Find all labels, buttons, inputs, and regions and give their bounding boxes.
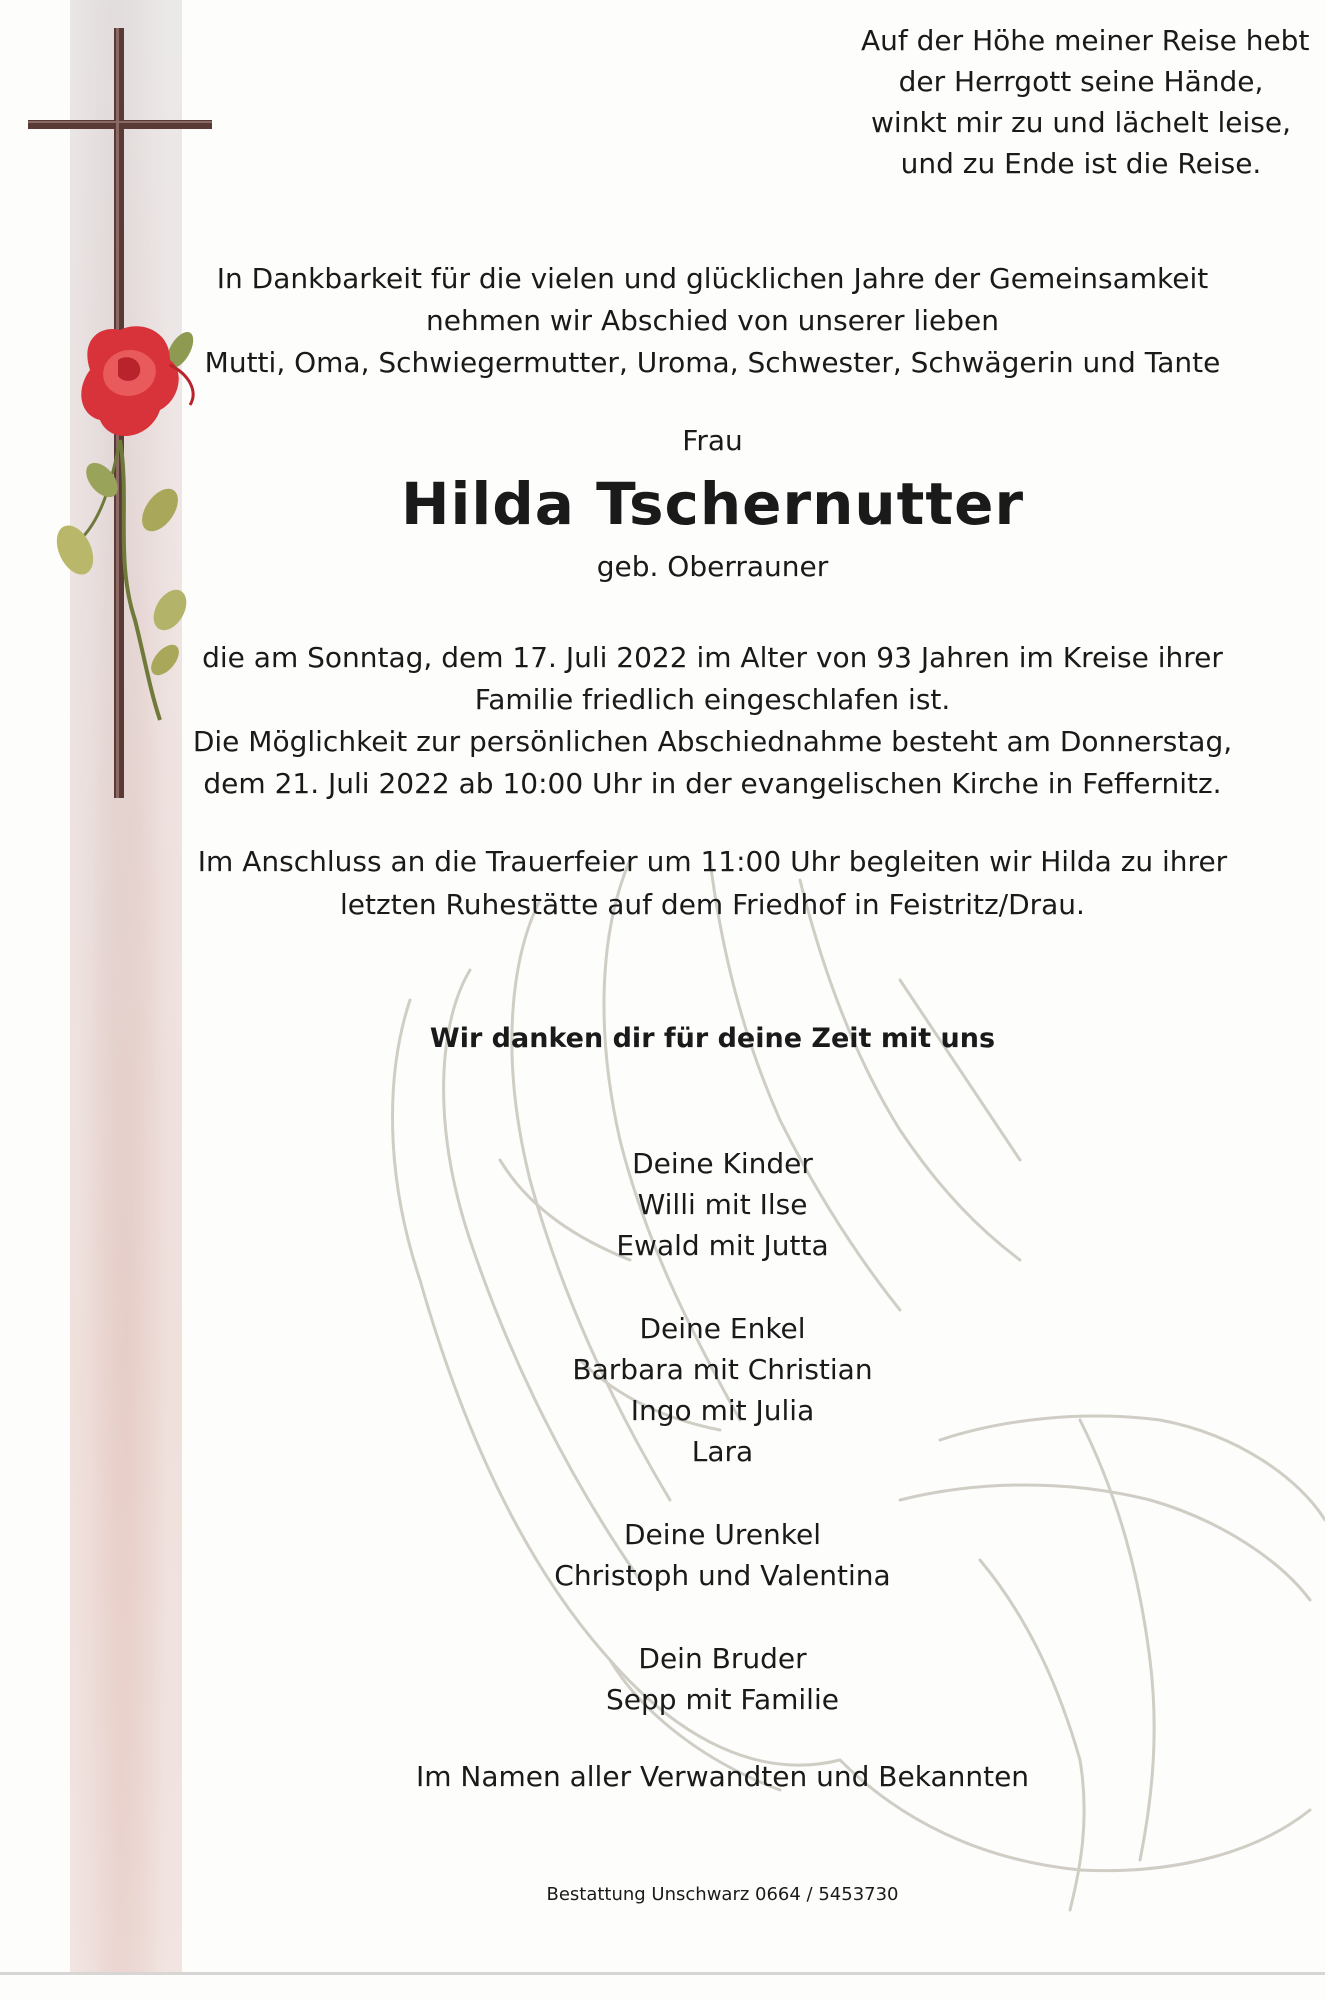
undertaker-contact: Bestattung Unschwarz 0664 / 5453730 [546, 1884, 899, 1905]
family-line: Deine Urenkel [623, 1518, 822, 1551]
family-group-brother [190, 1638, 1255, 1720]
birth-name: geb. Oberrauner [596, 550, 829, 583]
intro-line: In Dankbarkeit für die vielen und glücklichen Jahre der Gemeinsamkeit [216, 262, 1209, 295]
family-line: Ingo mit Julia [630, 1394, 815, 1427]
poem-line: der Herrgott seine Hände, [898, 65, 1264, 98]
death-notice-line: die am Sonntag, dem 17. Juli 2022 im Alter von 93 Jahren im Kreise ihrer [202, 641, 1223, 674]
family-line: Deine Kinder [632, 1147, 813, 1180]
poem [861, 20, 1310, 184]
poem-line: Auf der Höhe meiner Reise hebt [861, 24, 1310, 57]
intro-text [190, 258, 1235, 384]
family-line: Lara [691, 1435, 754, 1468]
funeral-info [190, 840, 1235, 926]
thanks-heading: Wir danken dir für deine Zeit mit uns [429, 1023, 996, 1054]
family-group-grandchildren [190, 1308, 1255, 1472]
family-group-great-grandchildren [190, 1514, 1255, 1596]
closing-line: Im Namen aller Verwandten und Bekannten [415, 1760, 1030, 1793]
family-line: Willi mit Ilse [637, 1188, 808, 1221]
deceased-name: Hilda Tschernutter [400, 470, 1025, 538]
death-notice-line: dem 21. Juli 2022 ab 10:00 Uhr in der evangelischen Kirche in Feffernitz. [203, 767, 1222, 800]
page-edge-divider [0, 1972, 1325, 1975]
death-notice-line: Familie friedlich eingeschlafen ist. [474, 683, 951, 716]
death-notice-line: Die Möglichkeit zur persönlichen Abschiednahme besteht am Donnerstag, [192, 725, 1233, 758]
family-line: Christoph und Valentina [554, 1559, 891, 1592]
poem-line: und zu Ende ist die Reise. [900, 147, 1262, 180]
family-line: Deine Enkel [639, 1312, 806, 1345]
salutation: Frau [682, 424, 743, 457]
funeral-line: letzten Ruhestätte auf dem Friedhof in Feistritz/Drau. [340, 888, 1085, 921]
family-line: Ewald mit Jutta [616, 1229, 829, 1262]
poem-line: winkt mir zu und lächelt leise, [871, 106, 1291, 139]
rose-icon [50, 326, 199, 720]
family-line: Sepp mit Familie [606, 1683, 839, 1716]
intro-line: nehmen wir Abschied von unserer lieben [425, 304, 999, 337]
family-group-children [190, 1143, 1255, 1266]
funeral-line: Im Anschluss an die Trauerfeier um 11:00 Uhr begleiten wir Hilda zu ihrer [197, 845, 1228, 878]
family-line: Barbara mit Christian [572, 1353, 873, 1386]
death-notice [190, 637, 1235, 805]
intro-line: Mutti, Oma, Schwiegermutter, Uroma, Schwester, Schwägerin und Tante [204, 346, 1221, 379]
family-line: Dein Bruder [638, 1642, 807, 1675]
